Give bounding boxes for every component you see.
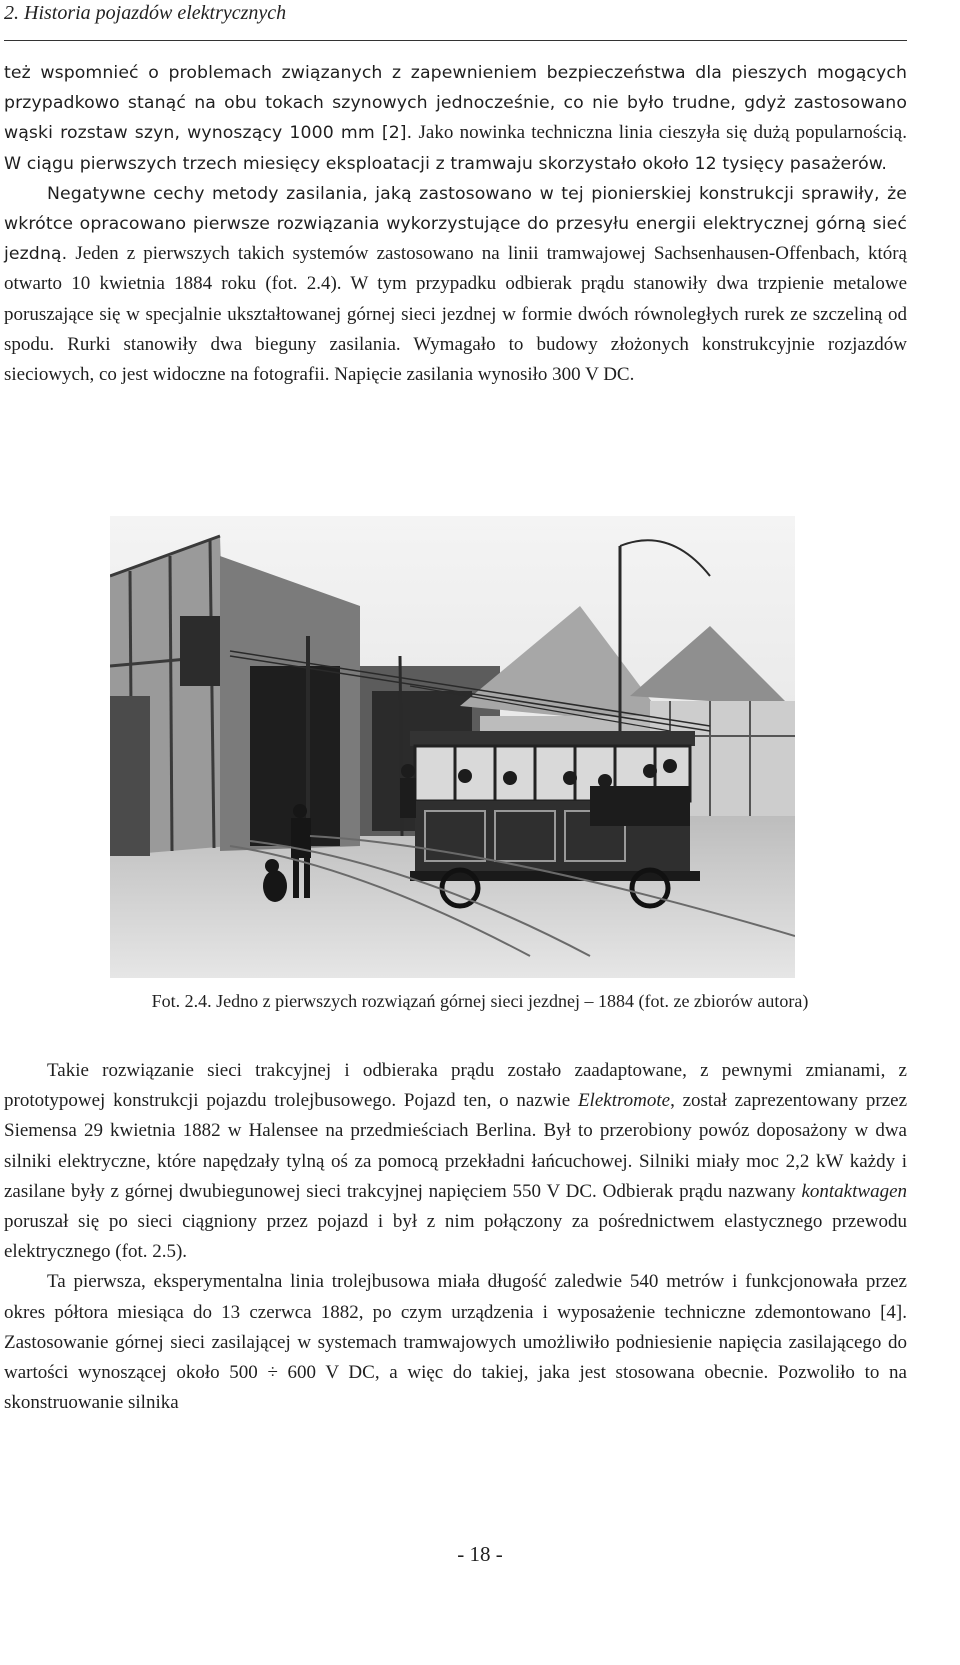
text-block-top: [4, 58, 907, 390]
tram-photo-illustration: [110, 516, 795, 978]
paragraph-2-part-a: Negatywne cechy metody zasilania, jaką zastosowano w tej pionierskiej konstrukcji sprawiły, że wkrótce opracowano pierwsze rozwiązania wykorzystujące do przesyłu energii elektrycznej górną sieć jezdną.: [4, 183, 907, 265]
paragraph-3: [4, 1056, 907, 1267]
historic-tram-photo: [110, 516, 795, 978]
paragraph-3-part-c: poruszał się po sieci ciągniony przez pojazd i był z nim połączony za pośrednictwem elastycznego przewodu elektrycznego (fot. 2.5).: [4, 1211, 907, 1263]
paragraph-1: [4, 58, 907, 179]
paragraph-1-part-c: W ciągu pierwszych trzech miesięcy eksploatacji z tramwaju skorzystało około 12 tysięcy pasażerów.: [4, 153, 887, 174]
paragraph-2: [4, 179, 907, 390]
figure-caption: Fot. 2.4. Jedno z pierwszych rozwiązań górnej sieci jezdnej – 1884 (fot. ze zbiorów autora): [151, 991, 809, 1011]
paragraph-1-part-a: też wspomnieć o problemach związanych z zapewnieniem bezpieczeństwa dla pieszych mogących przypadkowo stanąć na obu tokach szynowych jednocześnie, co nie było trudne, gdyż zastosowano wąski rozstaw szyn, wynoszący 1000 mm [2].: [4, 63, 907, 144]
header-rule: [4, 40, 907, 41]
paragraph-4: Ta pierwsza, eksperymentalna linia trolejbusowa miała długość zaledwie 540 metrów i funkcjonowała przez okres półtora miesiąca do 13 czerwca 1882, po czym urządzenia i wyposażenie techniczne zdemontowano [4]. Zastosowanie górnej sieci zasilającej w systemach tramwajowych umożliwiło podniesienie napięcia zasilającego do wartości wynoszącej około 500 ÷ 600 V DC, a więc do takiej, jaka jest stosowana obecnie. Pozwoliło to na skonstruowanie silnika: [4, 1271, 907, 1414]
term-kontaktwagen: kontaktwagen: [801, 1180, 907, 1202]
paragraph-3-part-a: Takie rozwiązanie sieci trakcyjnej i odbieraka prądu zostało zaadaptowane, z pewnymi zmianami, z prototypowej konstrukcji pojazdu trolejbusowego. Pojazd ten, o nazwie: [4, 1060, 907, 1112]
paragraph-2-part-b: Jeden z pierwszych takich systemów zastosowano na linii tramwajowej Sachsenhausen-Offenbach, którą otwarto 10 kwietnia 1884 roku (fot. 2.4). W tym przypadku odbierak prądu stanowiły dwa trzpienie metalowe poruszające się w specjalnie ukształtowanej górnej sieci jezdnej w formie dwóch równoległych rurek ze szczeliną od spodu. Rurki stanowiły dwa bieguny zasilania. Wymagało to budowy złożonych konstrukcyjnie rozjazdów sieciowych, co jest widoczne na fotografii. Napięcie zasilania wynosiło 300 V DC.: [4, 243, 907, 386]
page-number: - 18 -: [457, 1542, 503, 1566]
paragraph-3-part-b: , został zaprezentowany przez Siemensa 29 kwietnia 1882 w Halensee na przedmieściach Berlina. Był to przerobiony powóz doposażony w dwa silniki elektryczne, które napędzały tylną oś za pomocą przekładni łańcuchowej. Silniki miały moc 2,2 kW każdy i zasilane były z górnej dwubiegunowej sieci trakcyjnej napięciem 550 V DC. Odbierak prądu nazwany: [4, 1090, 908, 1202]
running-header: 2. Historia pojazdów elektrycznych: [4, 2, 287, 24]
paragraph-1-part-b: Jako nowinka techniczna linia cieszyła się dużą popularnością.: [412, 122, 907, 144]
text-block-bottom: [4, 1056, 907, 1418]
term-elektromote: Elektromote: [577, 1090, 671, 1112]
